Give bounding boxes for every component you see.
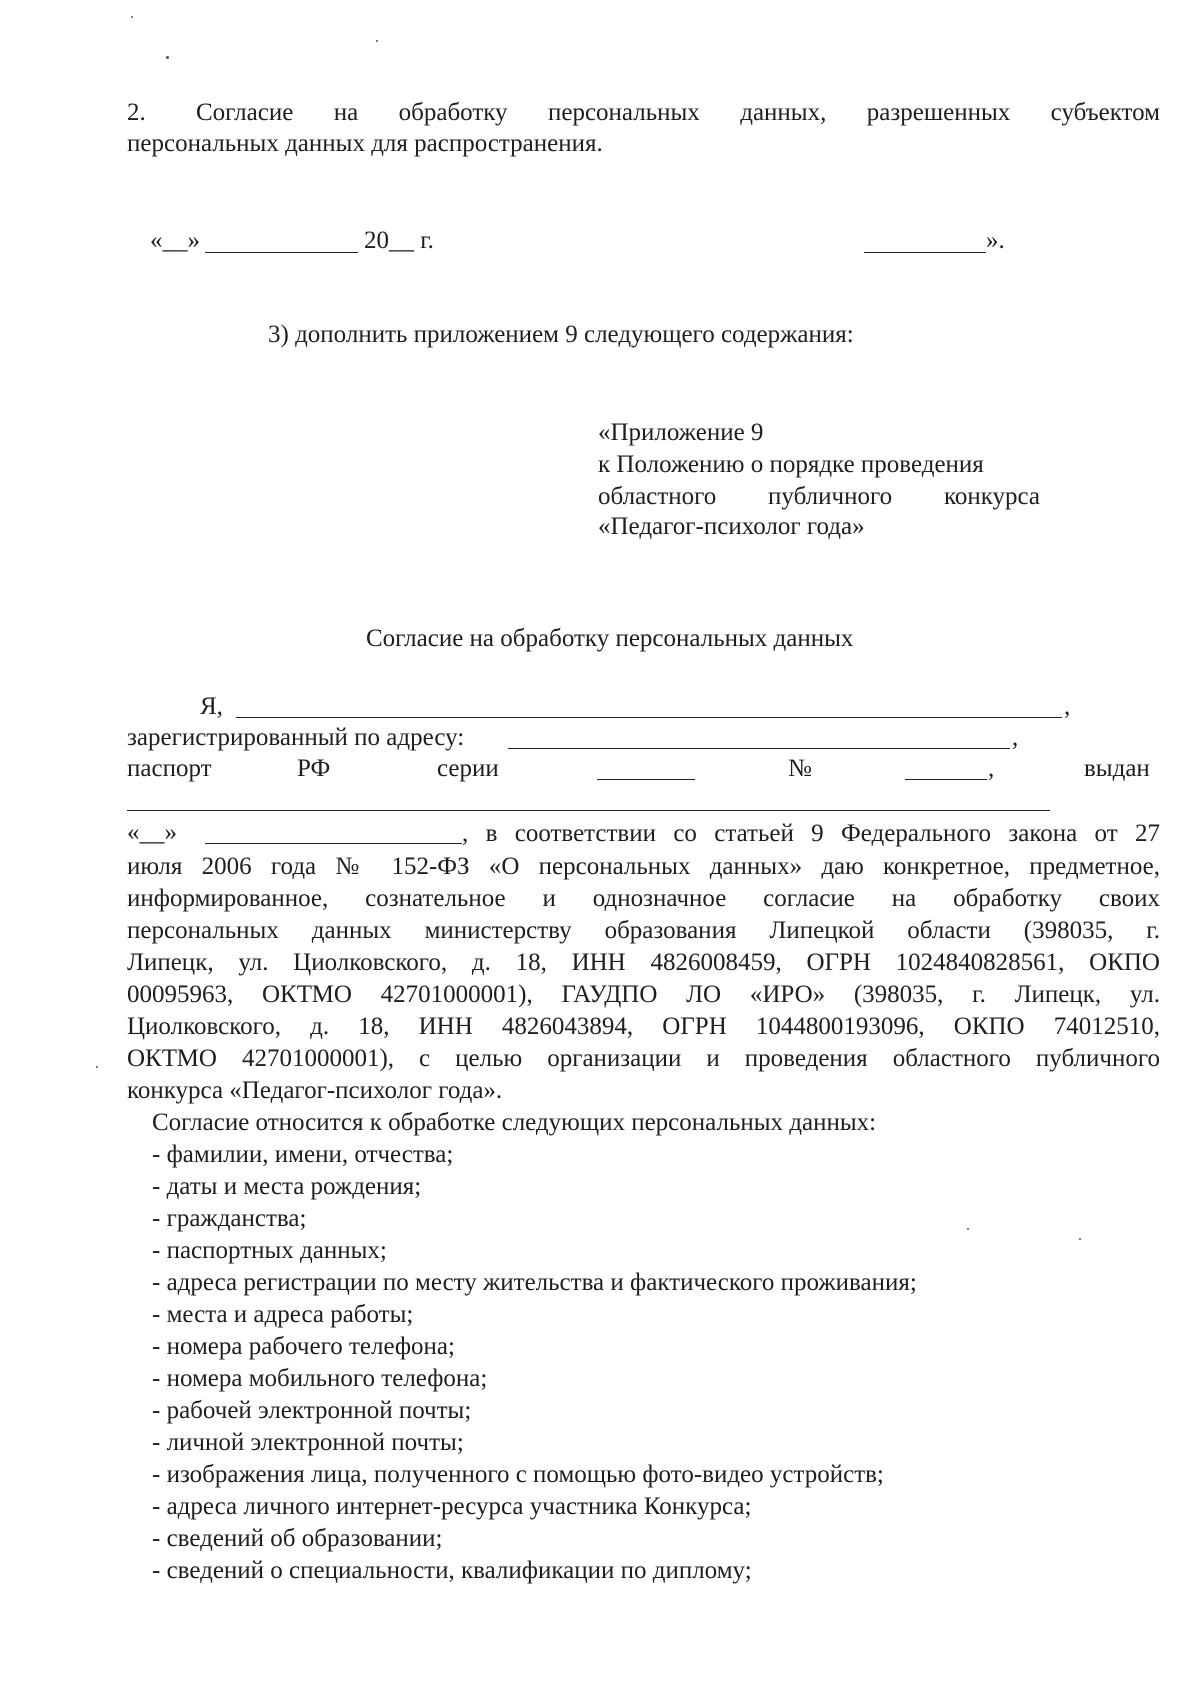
list-item: - изображения лица, полученного с помощью фото-видео устройств;	[152, 1461, 884, 1488]
issued-by-blank	[127, 810, 1050, 811]
clause-line-2: персональных данных для распространения.	[127, 130, 603, 157]
list-item: - номера рабочего телефона;	[152, 1333, 455, 1360]
body-line-8: ОКТМО 42701000001), с целью организации и проведения областного публичного	[127, 1045, 1160, 1072]
date-month-blank	[205, 252, 358, 253]
issue-date-blank	[205, 843, 462, 844]
list-item: - адреса регистрации по месту жительства и фактического проживания;	[152, 1269, 917, 1296]
date-year: 20__ г.	[364, 227, 434, 254]
body-line-2: июля 2006 года № 152-ФЗ «О персональных данных» даю конкретное, предметное,	[127, 853, 1160, 880]
i-label: Я,	[200, 693, 223, 720]
number-blank	[905, 779, 987, 780]
list-item: - гражданства;	[152, 1205, 307, 1232]
rf-label: РФ	[297, 755, 331, 782]
body-line-1: , в соответствии со статьей 9 Федерального закона от 27	[462, 820, 1160, 847]
issue-date-quote: «__»	[127, 819, 177, 846]
issued-label: выдан	[1084, 755, 1150, 782]
signature-blank	[864, 252, 986, 253]
appendix-line-3: областного публичного конкурса	[598, 483, 1040, 510]
clause-number: 2.	[127, 99, 146, 126]
name-comma: ,	[1064, 693, 1071, 720]
number-label: №	[788, 755, 812, 782]
scan-speck	[96, 1066, 98, 1068]
list-item: - сведений об образовании;	[152, 1525, 443, 1552]
list-item: - фамилии, имени, отчества;	[152, 1141, 454, 1168]
consent-title: Согласие на обработку персональных данных	[366, 625, 854, 652]
list-item: - номера мобильного телефона;	[152, 1365, 488, 1392]
scan-speck	[1079, 1238, 1081, 1240]
series-blank	[597, 779, 695, 780]
amendment-text: 3) дополнить приложением 9 следующего содержания:	[268, 321, 854, 348]
scan-speck	[967, 1228, 969, 1230]
scan-speck	[131, 16, 133, 18]
address-comma: ,	[1012, 724, 1019, 751]
body-line-9: конкурса «Педагог-психолог года».	[127, 1077, 503, 1104]
list-item: - адреса личного интернет-ресурса участника Конкурса;	[152, 1493, 752, 1520]
number-comma: ,	[988, 755, 995, 782]
list-item: - места и адреса работы;	[152, 1301, 414, 1328]
appendix-line-4: «Педагог-психолог года»	[598, 513, 865, 540]
address-label: зарегистрированный по адресу:	[127, 724, 465, 751]
list-item: - рабочей электронной почты;	[152, 1397, 472, 1424]
date-quote: «__»	[150, 227, 200, 254]
list-item: - даты и места рождения;	[152, 1173, 422, 1200]
scan-speck	[166, 56, 169, 59]
series-label: серии	[437, 755, 499, 782]
body-line-3: информированное, сознательное и однозначное согласие на обработку своих	[127, 885, 1160, 912]
appendix-line-1: «Приложение 9	[598, 419, 764, 446]
body-line-7: Циолковского, д. 18, ИНН 4826043894, ОГРН 1044800193096, ОКПО 74012510,	[127, 1013, 1160, 1040]
clause-line-1: Согласие на обработку персональных данных, разрешенных субъектом	[196, 99, 1160, 126]
list-item: - сведений о специальности, квалификации по диплому;	[152, 1557, 752, 1584]
list-item: - личной электронной почты;	[152, 1429, 464, 1456]
list-item: - паспортных данных;	[152, 1237, 387, 1264]
passport-label: паспорт	[127, 755, 212, 782]
date-closing: ».	[986, 227, 1005, 254]
name-blank	[236, 717, 1062, 718]
scan-speck	[376, 40, 378, 42]
body-line-6: 00095963, ОКТМО 42701000001), ГАУДПО ЛО «ИРО» (398035, г. Липецк, ул.	[127, 981, 1160, 1008]
list-intro: Согласие относится к обработке следующих персональных данных:	[152, 1109, 877, 1136]
appendix-line-2: к Положению о порядке проведения	[598, 451, 984, 478]
body-line-4: персональных данных министерству образования Липецкой области (398035, г.	[127, 917, 1160, 944]
address-blank	[508, 748, 1010, 749]
body-line-5: Липецк, ул. Циолковского, д. 18, ИНН 4826008459, ОГРН 1024840828561, ОКПО	[127, 949, 1160, 976]
